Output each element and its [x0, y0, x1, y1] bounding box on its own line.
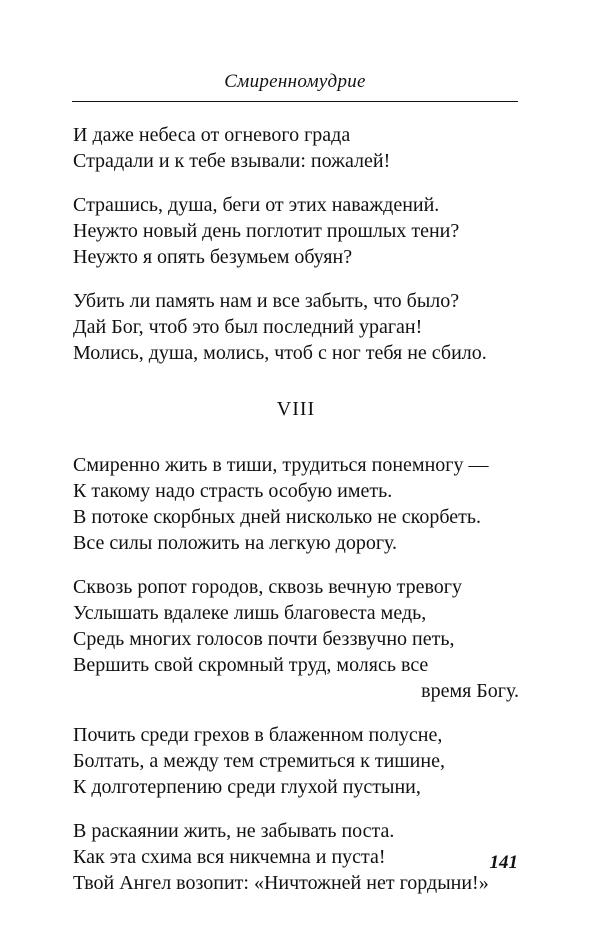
stanza	[73, 122, 519, 174]
verse-line: Вершить свой скромный труд, молясь все	[73, 654, 429, 676]
stanza	[73, 288, 519, 366]
verse-line: Убить ли память нам и все забыть, что было?	[73, 290, 460, 312]
verse-line: Молись, душа, молись, чтоб с ног тебя не сбило.	[73, 342, 487, 364]
stanza	[73, 452, 519, 556]
stanza	[73, 818, 519, 896]
running-head: Смиренномудрие	[224, 71, 366, 92]
verse-line: В потоке скорбных дней нисколько не скорбеть.	[73, 506, 482, 528]
verse-line: Твой Ангел возопит: «Ничтожней нет гордыни!»	[73, 872, 489, 894]
verse-line: Услышать вдалеке лишь благовеста медь,	[73, 602, 427, 624]
page-number: 141	[489, 852, 518, 873]
stanza	[73, 722, 519, 800]
verse-line: Болтать, а между тем стремиться к тишине,	[73, 750, 445, 772]
stanza	[73, 574, 519, 704]
verse-line: Дай Бог, чтоб это был последний ураган!	[73, 316, 423, 338]
verse-line: Почить среди грехов в блаженном полусне,	[73, 724, 443, 746]
verse-line: Все силы положить на легкую дорогу.	[73, 532, 398, 554]
verse-line: И даже небеса от огневого града	[73, 124, 351, 146]
verse-line: Сквозь ропот городов, сквозь вечную тревогу	[73, 576, 463, 598]
verse-line: Неужто новый день поглотит прошлых тени?	[73, 220, 460, 242]
verse-line: К такому надо страсть особую иметь.	[73, 480, 393, 502]
verse-line: Средь многих голосов почти беззвучно петь,	[73, 628, 455, 650]
verse-line: Страшись, душа, беги от этих наваждений.	[73, 194, 440, 216]
verse-line-continuation: время Богу.	[421, 680, 519, 702]
verse-line: Неужто я опять безумьем обуян?	[73, 246, 353, 268]
verse-line: Страдали и к тебе взывали: пожалей!	[73, 150, 391, 172]
verse-line: Как эта схима вся никчемна и пуста!	[73, 846, 386, 868]
section-number: VIII	[276, 398, 316, 420]
header-rule	[72, 101, 518, 102]
poem-body	[73, 122, 519, 914]
verse-line: Смиренно жить в тиши, трудиться понемногу —	[73, 454, 489, 476]
stanza	[73, 192, 519, 270]
verse-line: К долготерпению среди глухой пустыни,	[73, 776, 421, 798]
verse-line: В раскаянии жить, не забывать поста.	[73, 820, 395, 842]
